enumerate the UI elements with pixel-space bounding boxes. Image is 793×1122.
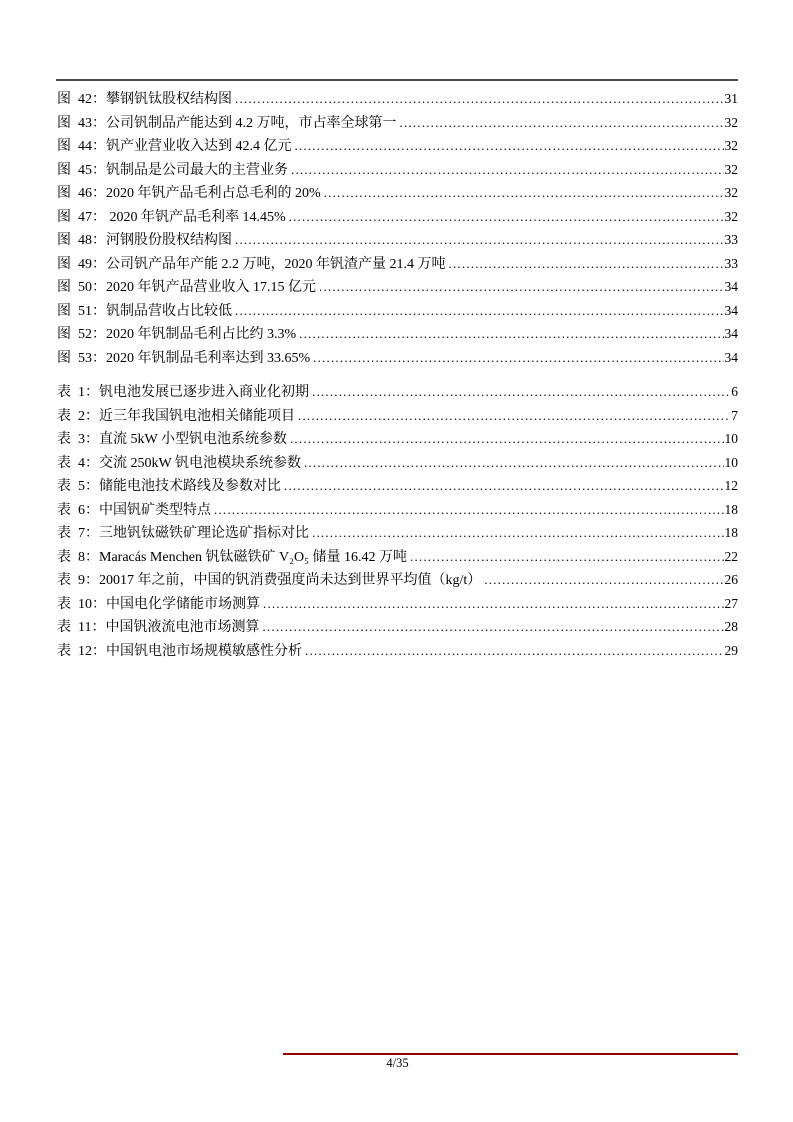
dot-leader [235, 300, 724, 323]
figure-toc-entry[interactable] [57, 229, 738, 253]
dot-leader [299, 323, 723, 346]
table-toc-entry[interactable] [57, 428, 738, 452]
toc-entry-text [57, 476, 281, 499]
figure-toc-entry[interactable] [57, 253, 738, 277]
toc-entry-page: 18 [724, 501, 738, 517]
toc-entry-text [57, 89, 232, 112]
toc-entry-page: 26 [724, 572, 738, 587]
toc-entry-text [57, 617, 259, 640]
toc-entry-page: 32 [724, 114, 738, 130]
toc-entry-text [57, 113, 397, 136]
footer-page-indicator: 4/35 [386, 1056, 409, 1070]
toc-entry-title: 钒电池发展已逐步进入商业化初期 [99, 385, 309, 400]
figure-toc-entry[interactable] [57, 182, 738, 206]
toc-entry-page: 34 [724, 349, 738, 365]
toc-entry-label: 表 12： [57, 643, 106, 659]
table-toc-entry[interactable] [57, 452, 738, 476]
dot-leader [484, 569, 723, 592]
table-toc-entry[interactable] [57, 522, 738, 546]
toc-entry-page: 31 [724, 91, 738, 106]
dot-leader [313, 347, 723, 370]
toc-entry-title: 2020 年钒制品毛利占比约 3.3% [106, 327, 297, 342]
toc-entry-title: 钒产业营业收入达到 42.4 亿元 [106, 139, 292, 154]
toc-entry-title: 钒制品营收占比较低 [106, 303, 232, 319]
toc-entry-title: 河钢股份股权结构图 [106, 233, 232, 248]
toc-entry-title: 公司钒制品产能达到 4.2 万吨，市占率全球第一 [106, 115, 397, 131]
dot-leader [304, 452, 724, 475]
toc-entry-page: 32 [724, 185, 738, 200]
dot-leader [298, 405, 730, 428]
dot-leader [400, 112, 724, 135]
toc-entry-label: 图 52： [57, 327, 106, 342]
toc-entry-label: 图 49： [57, 256, 106, 272]
toc-entry-page: 10 [724, 454, 738, 470]
toc-entry-page: 7 [731, 407, 738, 423]
table-toc-entry[interactable] [57, 405, 738, 429]
toc-entry-text [57, 277, 316, 300]
dot-leader [305, 640, 724, 663]
header-divider-line [56, 79, 738, 81]
toc-entry-text [57, 254, 446, 277]
table-of-contents [57, 88, 738, 663]
toc-entry-label: 表 9： [57, 573, 99, 588]
toc-entry-title: Maracás Menchen 钒钛磁铁矿 V₂O₅ 储量 16.42 万吨 [99, 549, 407, 565]
toc-entry-label: 图 51： [57, 303, 106, 319]
toc-entry-page: 10 [724, 431, 738, 446]
toc-entry-text [57, 500, 211, 523]
toc-entry-title: 公司钒产品年产能 2.2 万吨，2020 年钒渣产量 21.4 万吨 [106, 256, 446, 272]
toc-entry-label: 表 8： [57, 549, 99, 565]
figure-toc-entry[interactable] [57, 135, 738, 159]
toc-entry-title: 直流 5kW 小型钒电池系统参数 [99, 432, 287, 447]
toc-entry-title: 2020 年钒产品毛利占总毛利的 20% [106, 186, 321, 201]
toc-entry-title: 钒制品是公司最大的主营业务 [106, 162, 288, 178]
toc-entry-text [57, 136, 292, 159]
table-toc-entry[interactable] [57, 640, 738, 664]
toc-entry-label: 图 53： [57, 350, 106, 366]
figure-toc-entry[interactable] [57, 276, 738, 300]
toc-entry-label: 表 4： [57, 455, 99, 471]
toc-entry-label: 表 2： [57, 408, 99, 424]
dot-leader [291, 159, 724, 182]
dot-leader [262, 616, 723, 639]
table-toc-entry[interactable] [57, 593, 738, 617]
dot-leader [289, 206, 724, 229]
dot-leader [312, 522, 724, 545]
dot-leader [284, 475, 724, 498]
toc-entry-title: 2020 年钒制品毛利率达到 33.65% [106, 350, 311, 366]
toc-entry-page: 34 [724, 302, 738, 318]
toc-entry-label: 图 44： [57, 139, 106, 154]
toc-entry-text [57, 406, 295, 429]
dot-leader [449, 253, 724, 276]
toc-entry-page: 18 [724, 525, 738, 540]
toc-entry-label: 图 42： [57, 92, 106, 107]
toc-entry-label: 表 11： [57, 620, 106, 635]
figure-toc-entry[interactable] [57, 323, 738, 347]
dot-leader [263, 593, 724, 616]
toc-entry-page: 33 [724, 255, 738, 271]
dot-leader [319, 276, 724, 299]
toc-entry-text [57, 429, 287, 452]
toc-entry-page: 22 [724, 548, 738, 564]
dot-leader [235, 88, 724, 111]
toc-entry-text [57, 523, 309, 546]
toc-entry-label: 表 1： [57, 385, 99, 400]
dot-leader [214, 499, 724, 522]
figure-toc-entry[interactable] [57, 112, 738, 136]
toc-entry-label: 表 7： [57, 526, 99, 541]
dot-leader [312, 381, 730, 404]
toc-entry-page: 34 [724, 326, 738, 341]
toc-entry-page: 32 [724, 138, 738, 153]
toc-entry-title: 中国钒矿类型特点 [99, 502, 211, 518]
toc-entry-label: 图 48： [57, 233, 106, 248]
table-toc-entry[interactable] [57, 499, 738, 523]
toc-entry-label: 图 47： [57, 209, 106, 225]
toc-entry-text [57, 348, 310, 371]
toc-entry-text [57, 382, 309, 405]
toc-entry-page: 28 [724, 619, 738, 634]
table-toc-entry[interactable] [57, 546, 738, 570]
toc-entry-text [57, 324, 296, 347]
figure-toc-entry[interactable] [57, 300, 738, 324]
toc-entry-page: 34 [724, 279, 738, 294]
toc-entry-page: 29 [724, 642, 738, 658]
toc-entry-text [57, 453, 301, 476]
toc-entry-label: 图 45： [57, 162, 106, 178]
toc-entry-title: 近三年我国钒电池相关储能项目 [99, 408, 295, 424]
toc-entry-page: 32 [724, 161, 738, 177]
toc-entry-text [57, 207, 286, 230]
figure-toc-entry[interactable] [57, 206, 738, 230]
figure-toc-entry[interactable] [57, 347, 738, 371]
toc-entry-label: 图 43： [57, 115, 106, 131]
figure-toc-entry[interactable] [57, 88, 738, 112]
figures-toc-list [57, 88, 738, 370]
toc-entry-page: 33 [724, 232, 738, 247]
tables-toc-list [57, 381, 738, 663]
toc-entry-text [57, 301, 232, 324]
toc-entry-text [57, 594, 260, 617]
toc-entry-title: 中国电化学储能市场测算 [106, 596, 260, 612]
toc-entry-label: 表 5： [57, 479, 99, 494]
dot-leader [235, 229, 724, 252]
toc-entry-page: 32 [724, 208, 738, 224]
figure-toc-entry[interactable] [57, 159, 738, 183]
toc-entry-label: 表 10： [57, 596, 106, 612]
table-toc-entry[interactable] [57, 616, 738, 640]
toc-entry-title: 储能电池技术路线及参数对比 [99, 479, 281, 494]
toc-entry-title: 交流 250kW 钒电池模块系统参数 [99, 455, 301, 471]
toc-entry-title: 2020 年钒产品营业收入 17.15 亿元 [106, 280, 316, 295]
dot-leader [290, 428, 724, 451]
toc-entry-text [57, 547, 407, 570]
toc-entry-text [57, 160, 288, 183]
toc-entry-text [57, 570, 481, 593]
toc-entry-title: 中国钒液流电池市场测算 [105, 620, 260, 635]
toc-entry-label: 表 3： [57, 432, 99, 447]
toc-entry-page: 12 [724, 478, 738, 493]
toc-entry-label: 图 46： [57, 186, 106, 201]
toc-entry-title: 20017 年之前，中国的钒消费强度尚未达到世界平均值（kg/t） [99, 573, 482, 588]
toc-entry-page: 27 [724, 595, 738, 611]
table-toc-entry[interactable] [57, 475, 738, 499]
toc-entry-text [57, 183, 321, 206]
footer-divider-line [283, 1053, 738, 1055]
toc-entry-text [57, 641, 302, 664]
dot-leader [324, 182, 724, 205]
toc-entry-title: 2020 年钒产品毛利率 14.45% [106, 209, 286, 225]
toc-entry-text [57, 230, 232, 253]
toc-entry-page: 6 [731, 384, 738, 399]
dot-leader [295, 135, 724, 158]
toc-entry-label: 图 50： [57, 280, 106, 295]
table-toc-entry[interactable] [57, 569, 738, 593]
table-toc-entry[interactable] [57, 381, 738, 405]
toc-entry-title: 中国钒电池市场规模敏感性分析 [106, 643, 302, 659]
dot-leader [410, 546, 724, 569]
toc-entry-title: 三地钒钛磁铁矿理论选矿指标对比 [99, 526, 309, 541]
toc-entry-label: 表 6： [57, 502, 99, 518]
toc-entry-title: 攀钢钒钛股权结构图 [106, 92, 232, 107]
